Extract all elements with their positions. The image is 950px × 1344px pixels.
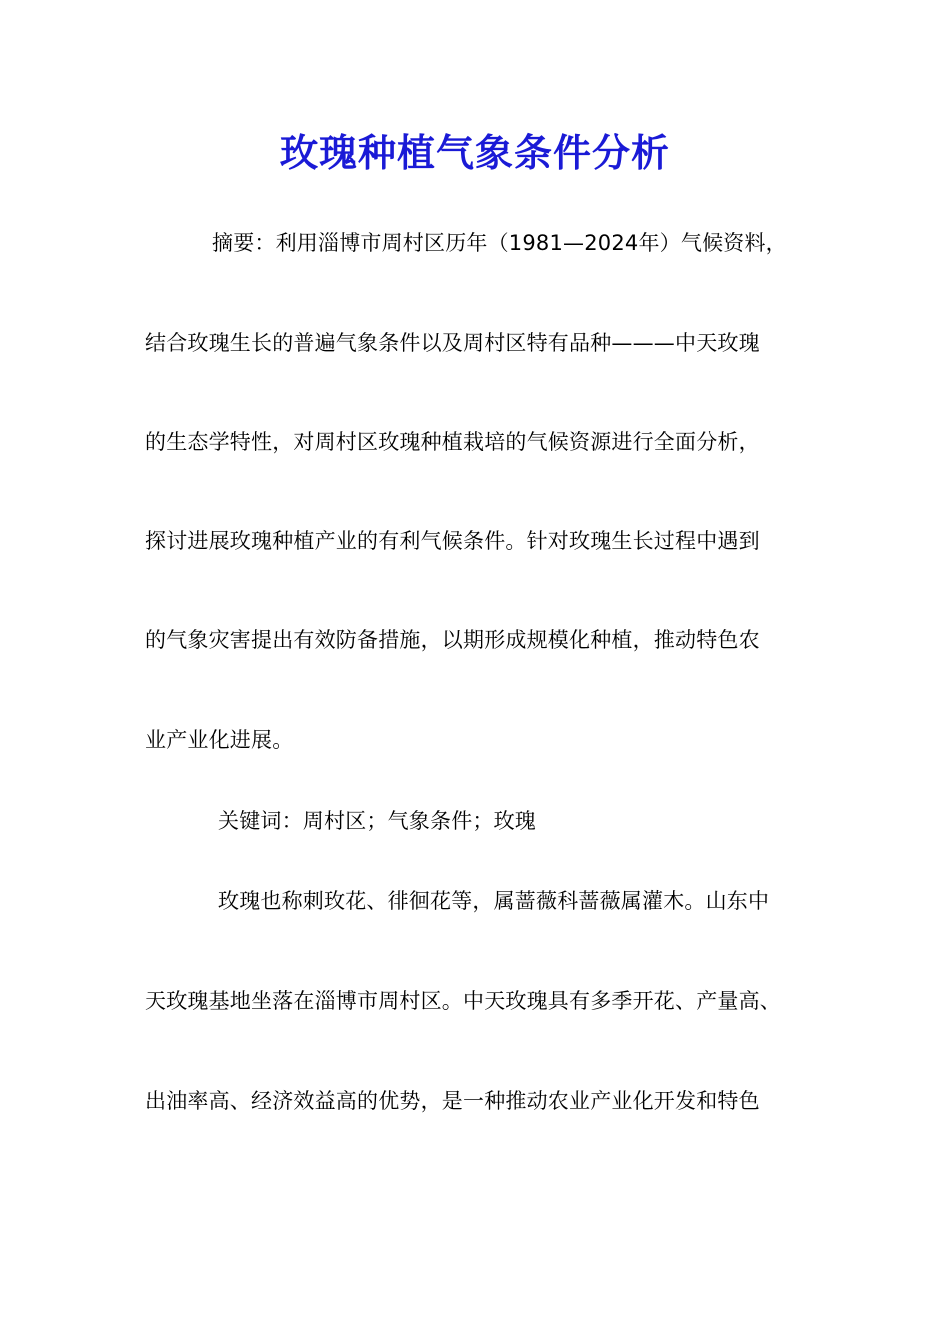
abstract-line-6: 业产业化进展。 [145, 728, 294, 752]
body-line-3: 出油率高、经济效益高的优势，是一种推动农业产业化开发和特色 [145, 1089, 760, 1113]
document-title: 玫瑰种植气象条件分析 [279, 130, 670, 175]
keywords-line: 关键词：周村区；气象条件；玫瑰 [218, 809, 536, 833]
abstract-line-3: 的生态学特性，对周村区玫瑰种植栽培的气候资源进行全面分析， [145, 430, 760, 454]
abstract-line-1: 摘要：利用淄博市周村区历年（1981—2024年）气候资料， [212, 231, 787, 255]
body-line-1: 玫瑰也称刺玫花、徘徊花等，属蔷薇科蔷薇属灌木。山东中 [218, 889, 770, 913]
abstract-line-4: 探讨进展玫瑰种植产业的有利气候条件。针对玫瑰生长过程中遇到 [145, 529, 760, 553]
abstract-line-5: 的气象灾害提出有效防备措施，以期形成规模化种植，推动特色农 [145, 628, 760, 652]
body-line-2: 天玫瑰基地坐落在淄博市周村区。中天玫瑰具有多季开花、产量高、 [145, 989, 781, 1013]
abstract-line-2: 结合玫瑰生长的普遍气象条件以及周村区特有品种———中天玫瑰 [145, 331, 760, 355]
